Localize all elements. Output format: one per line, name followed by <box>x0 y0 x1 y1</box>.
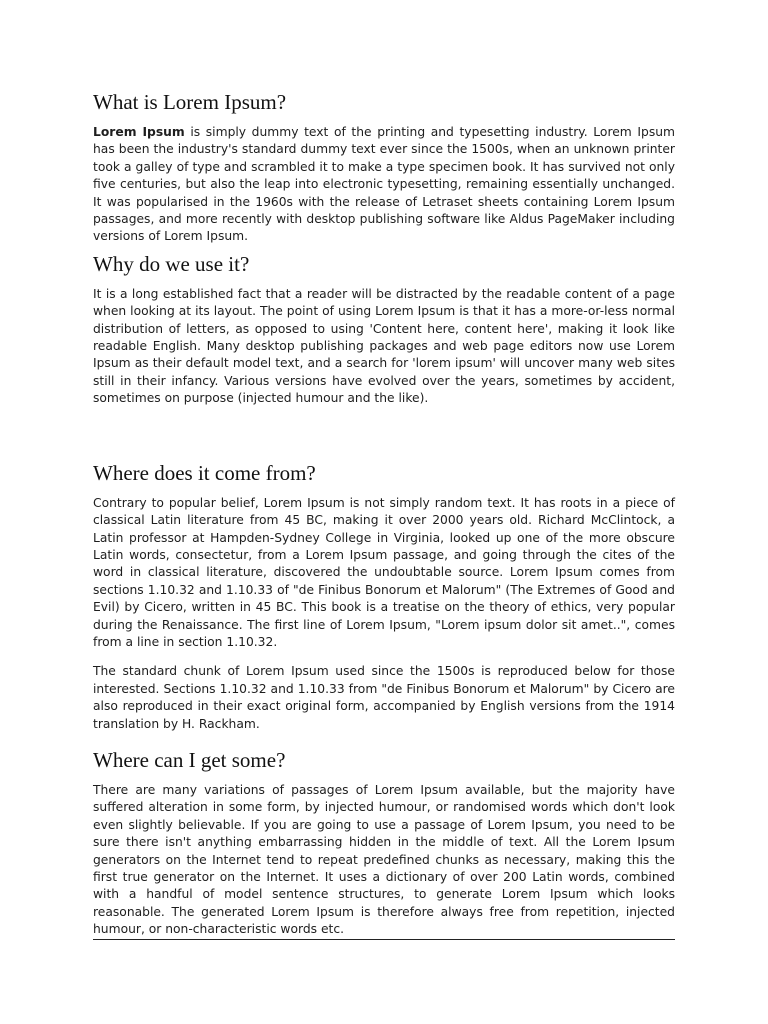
section-paragraph: It is a long established fact that a reader will be distracted by the readable content of a page when looking at its layout. The point of using Lorem Ipsum is that it has a more-or-less normal distribution of letters, as opposed to using 'Content here, content here', making it look like readable English. Many desktop publishing packages and web page editors now use Lorem Ipsum as their default model text, and a search for 'lorem ipsum' will uncover many web sites still in their infancy. Various versions have evolved over the years, sometimes by accident, sometimes on purpose (injected humour and the like). <box>93 286 675 406</box>
bottom-rule-divider <box>93 939 675 940</box>
section-paragraph: There are many variations of passages of Lorem Ipsum available, but the majority have suffered alteration in some form, by injected humour, or randomised words which don't look even slightly believable. If you are going to use a passage of Lorem Ipsum, you need to be sure there isn't anything embarrassing hidden in the middle of text. All the Lorem Ipsum generators on the Internet tend to repeat predefined chunks as necessary, making this the first true generator on the Internet. It uses a dictionary of over 200 Latin words, combined with a handful of model sentence structures, to generate Lorem Ipsum which looks reasonable. The generated Lorem Ipsum is therefore always free from repetition, injected humour, or non-characteristic words etc. <box>93 782 675 937</box>
section-heading: Where can I get some? <box>93 747 286 772</box>
section-where-does-it-come-from <box>93 460 675 733</box>
paragraph-text: is simply dummy text of the printing and typesetting industry. Lorem Ipsum has been the industry's standard dummy text ever since the 1500s, when an unknown printer took a galley of type and scrambled it to make a type specimen book. It has survived not only five centuries, but also the leap into electronic typesetting, remaining essentially unchanged. It was popularised in the 1960s with the release of Letraset sheets containing Lorem Ipsum passages, and more recently with desktop publishing software like Aldus PageMaker including versions of Lorem Ipsum. <box>93 125 675 244</box>
bold-lead-term: Lorem Ipsum <box>93 125 185 139</box>
section-heading: Where does it come from? <box>93 460 316 485</box>
section-heading: What is Lorem Ipsum? <box>93 90 287 114</box>
document-page <box>93 84 675 940</box>
section-heading: Why do we use it? <box>93 251 250 276</box>
section-paragraph: Contrary to popular belief, Lorem Ipsum is not simply random text. It has roots in a piece of classical Latin literature from 45 BC, making it over 2000 years old. Richard McClintock, a Latin professor at Hampden-Sydney College in Virginia, looked up one of the more obscure Latin words, consectetur, from a Lorem Ipsum passage, and going through the cites of the word in classical literature, discovered the undoubtable source. Lorem Ipsum comes from sections 1.10.32 and 1.10.33 of "de Finibus Bonorum et Malorum" (The Extremes of Good and Evil) by Cicero, written in 45 BC. This book is a treatise on the theory of ethics, very popular during the Renaissance. The first line of Lorem Ipsum, "Lorem ipsum dolor sit amet..", comes from a line in section 1.10.32. <box>93 495 675 649</box>
section-paragraph <box>93 124 675 246</box>
section-why-do-we-use-it <box>93 251 675 408</box>
section-what-is-lorem-ipsum <box>93 89 675 246</box>
section-where-can-i-get-some <box>93 747 675 940</box>
section-paragraph: The standard chunk of Lorem Ipsum used since the 1500s is reproduced below for those interested. Sections 1.10.32 and 1.10.33 from "de Finibus Bonorum et Malorum" by Cicero are also reproduced in their exact original form, accompanied by English versions from the 1914 translation by H. Rackham. <box>93 664 675 731</box>
